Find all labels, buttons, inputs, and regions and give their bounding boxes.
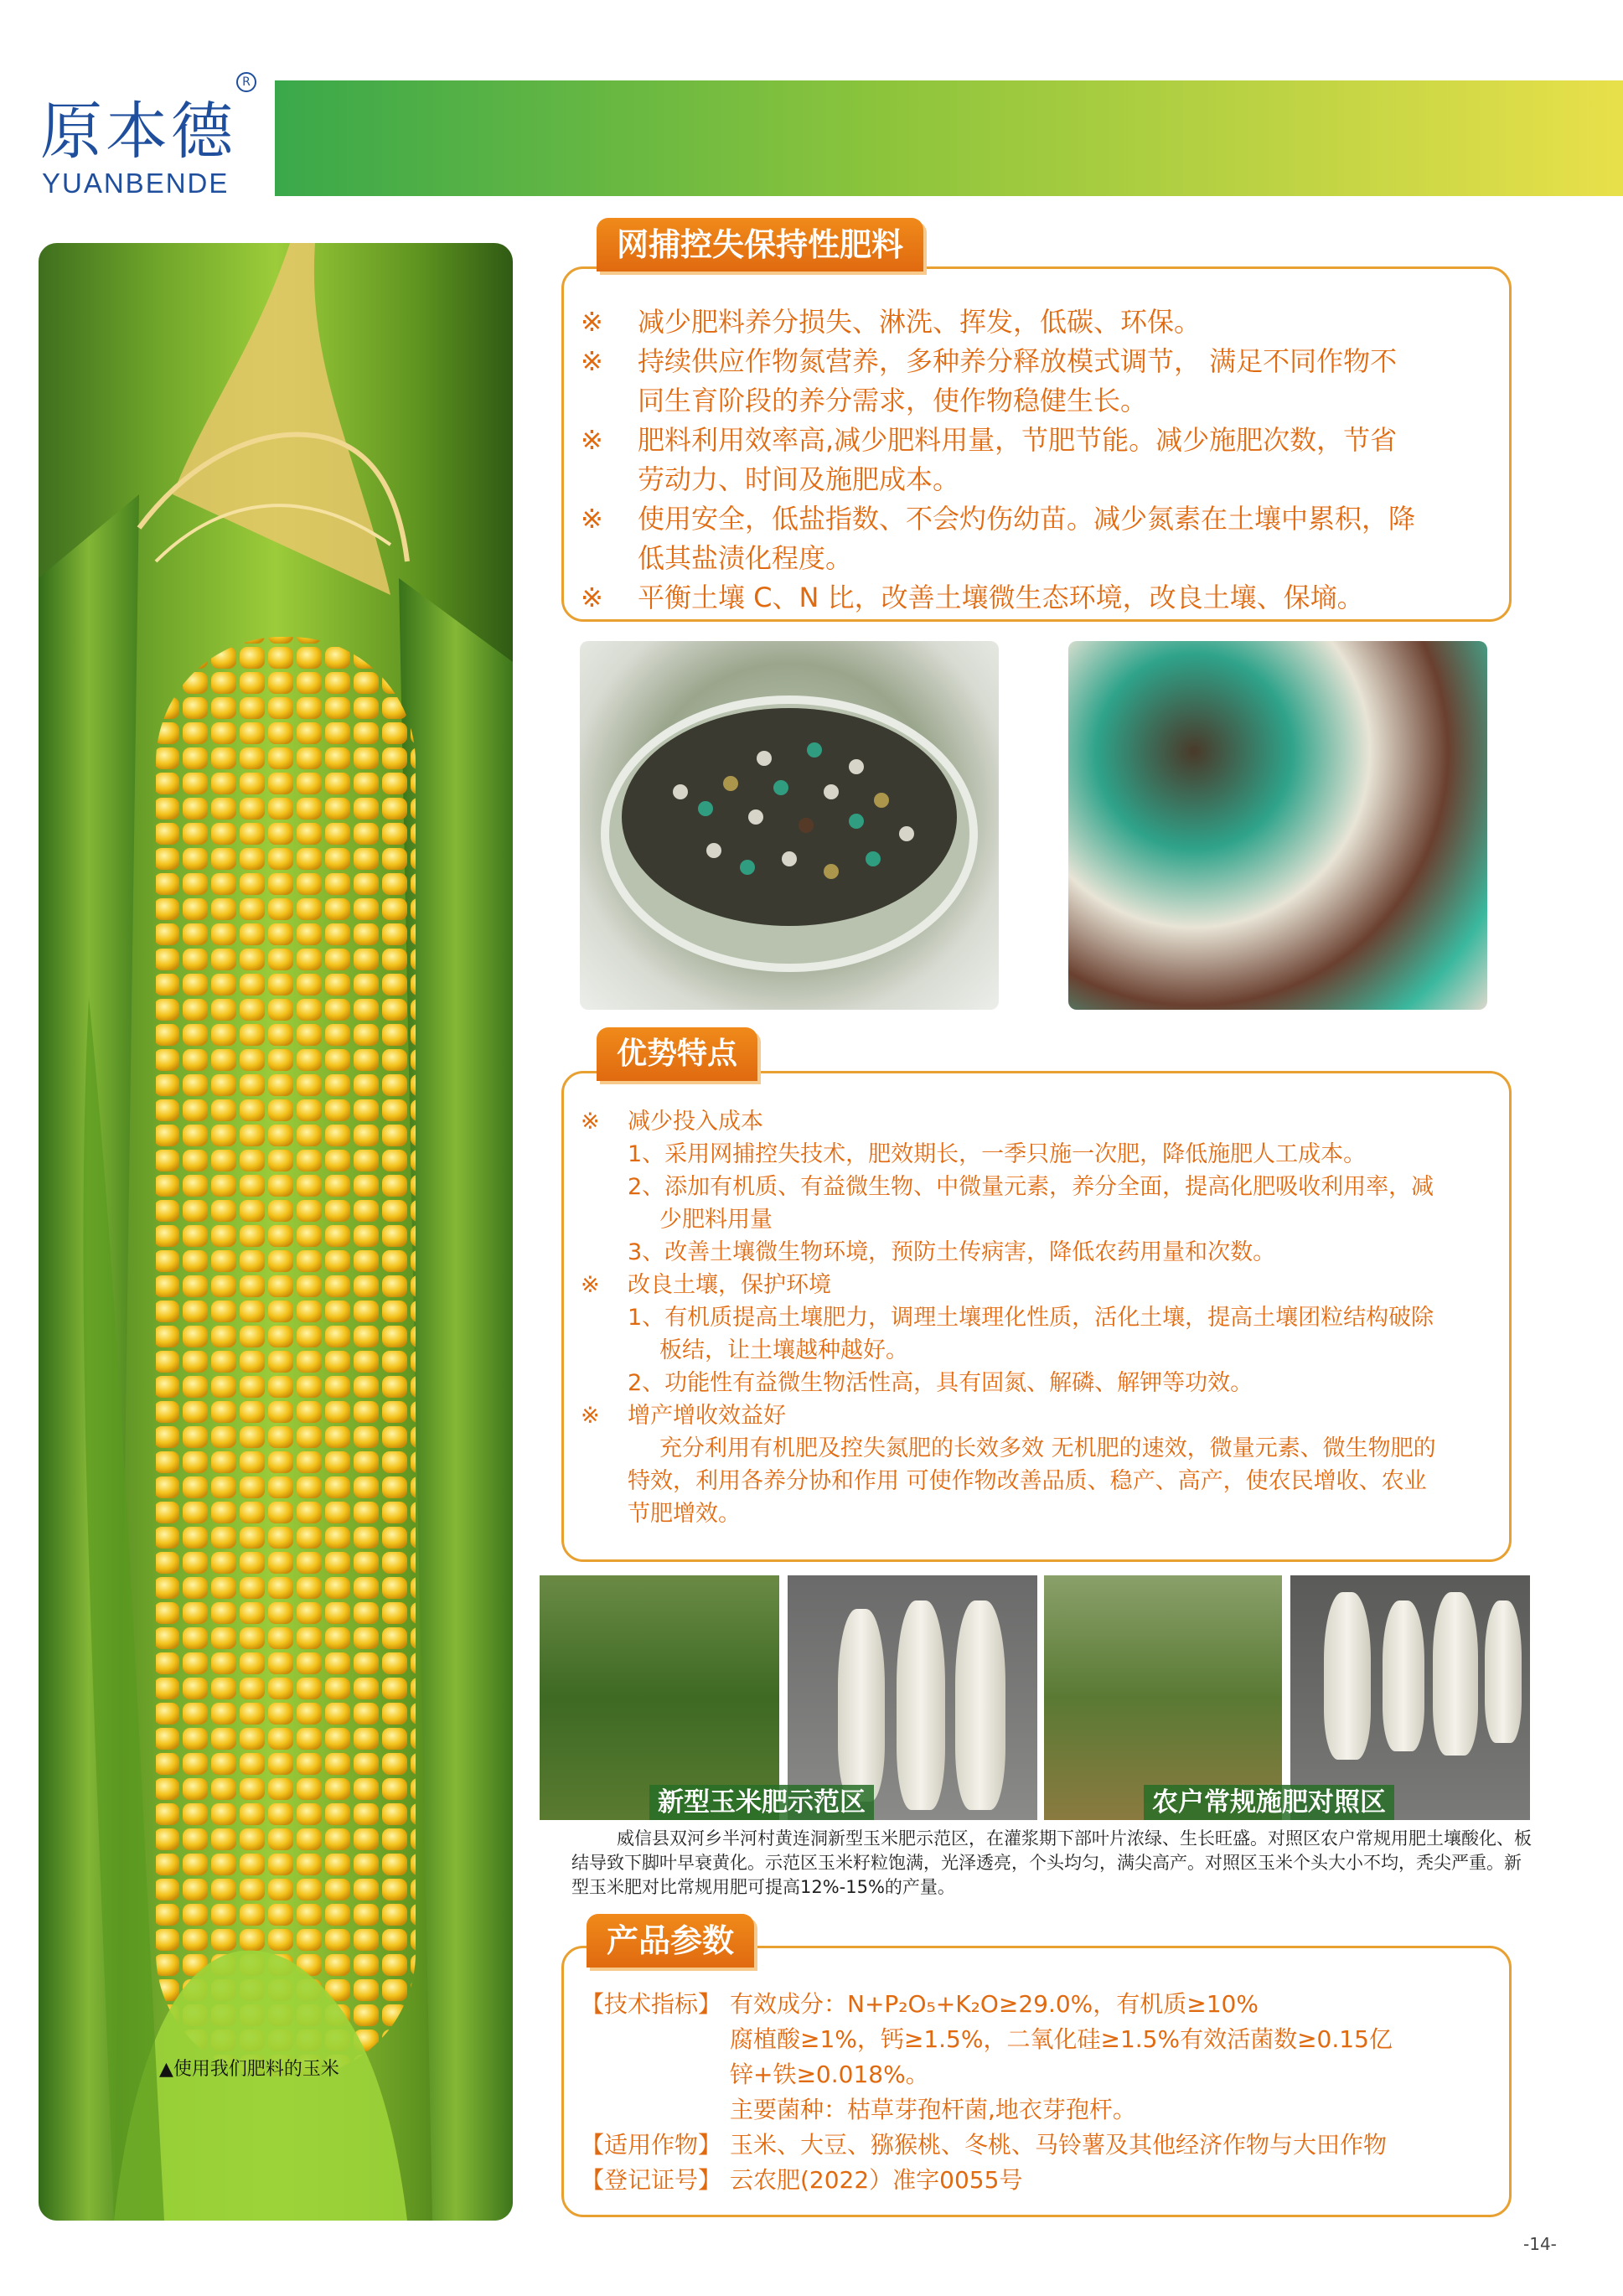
advantage-line: 充分利用有机肥及控失氮肥的长效多效 无机肥的速效，微量元素、微生物肥的 <box>659 1435 1436 1461</box>
bullet-mark: ※ <box>581 582 603 613</box>
group-heading-text: 减少投入成本 <box>628 1109 763 1135</box>
param-row <box>581 2022 1502 2057</box>
param-tag <box>581 2022 730 2057</box>
param-text: 云农肥(2022）准字0055号 <box>730 2166 1023 2194</box>
bullet-mark: ※ <box>581 306 603 338</box>
param-row <box>581 2128 1502 2163</box>
param-tag <box>581 2057 730 2092</box>
fertilizer-dish-illustration <box>580 641 999 1010</box>
corn-illustration <box>39 243 513 2221</box>
param-tag: 【技术指标】 <box>581 1990 722 2018</box>
corn-cob <box>1324 1592 1371 1760</box>
param-tag: 【适用作物】 <box>581 2131 722 2159</box>
control-area-label: 农户常规施肥对照区 <box>1144 1785 1394 1820</box>
feature-text: 肥料利用效率高,减少肥料用量，节肥节能。减少施肥次数，节省 <box>638 424 1398 456</box>
bullet-mark: ※ <box>581 424 603 456</box>
param-row <box>581 2057 1502 2092</box>
corn-photo <box>39 243 513 2221</box>
param-tag: 【登记证号】 <box>581 2166 722 2194</box>
feature-text: 持续供应作物氮营养，多种养分释放模式调节， 满足不同作物不 <box>638 345 1398 377</box>
param-row <box>581 2163 1502 2198</box>
section1-title: 网捕控失保持性肥料 <box>597 218 923 271</box>
advantage-line: 1、有机质提高土壤肥力，调理土壤理化性质，活化土壤，提高土壤团粒结构破除 <box>628 1305 1434 1331</box>
feature-text: 平衡土壤 C、N 比，改善土壤微生态环境，改良土壤、保墒。 <box>638 582 1364 613</box>
control-field-photo <box>1044 1575 1282 1820</box>
feature-item <box>581 342 1486 381</box>
corn-cob <box>897 1600 945 1810</box>
param-text: 有效成分：N+P₂O₅+K₂O≥29.0%，有机质≥10% <box>730 1990 1259 2018</box>
param-text: 锌+铁≥0.018%。 <box>730 2061 929 2088</box>
group-heading-text: 增产增收效益好 <box>628 1403 786 1429</box>
brand-logo-cn: 原本德 <box>40 96 236 168</box>
registered-mark-icon: R <box>236 72 256 92</box>
advantage-line: 节肥增效。 <box>628 1501 741 1527</box>
section-product-params <box>561 1946 1512 2217</box>
corn-photo-caption: ▲使用我们肥料的玉米 <box>159 2059 339 2080</box>
advantage-line: 特效，利用各养分协和作用 可使作物改善品质、稳产、高产，使农民增收、农业 <box>628 1468 1427 1494</box>
bullet-mark: ※ <box>581 345 603 377</box>
feature-text: 劳动力、时间及施肥成本。 <box>638 463 960 495</box>
section2-title: 优势特点 <box>597 1027 757 1081</box>
bullet-mark: ※ <box>581 503 603 535</box>
corn-cob <box>1485 1600 1522 1743</box>
advantage-group-heading <box>581 1269 1494 1301</box>
corn-cob <box>955 1600 1005 1810</box>
feature-text: 低其盐渍化程度。 <box>638 542 853 574</box>
page-number: -14- <box>1523 2234 1557 2254</box>
fertilizer-dish-photo <box>580 641 999 1010</box>
advantage-line: 2、添加有机质、有益微生物、中微量元素，养分全面，提高化肥吸收利用率，减 <box>628 1174 1434 1200</box>
comparison-description: 威信县双河乡半河村黄连洞新型玉米肥示范区，在灌浆期下部叶片浓绿、生长旺盛。对照区农户常规用肥土壤酸化、板结导致下脚叶早衰黄化。示范区玉米籽粒饱满，光泽透亮，个头均匀，满尖高产。对照区玉米个头大小不均，秃尖严重。新型玉米肥对比常规用肥可提高12%-15%的产量。 <box>571 1828 1532 1897</box>
section3-title: 产品参数 <box>587 1914 754 1968</box>
feature-item <box>581 499 1486 539</box>
feature-item <box>581 303 1486 342</box>
feature-item <box>581 578 1486 618</box>
advantage-line: 1、采用网捕控失技术，肥效期长，一季只施一次肥，降低施肥人工成本。 <box>628 1141 1367 1167</box>
bullet-mark: ※ <box>581 1109 600 1135</box>
param-row <box>581 2092 1502 2128</box>
brand-logo-en: YUANBENDE <box>42 168 230 199</box>
corn-cob <box>1433 1592 1478 1756</box>
feature-text: 使用安全，低盐指数、不会灼伤幼苗。减少氮素在土壤中累积，降 <box>638 503 1416 535</box>
bullet-mark: ※ <box>581 1403 600 1429</box>
fertilizer-granules-photo <box>1068 641 1487 1010</box>
demo-field-photo <box>540 1575 779 1820</box>
param-text: 玉米、大豆、猕猴桃、冬桃、马铃薯及其他经济作物与大田作物 <box>730 2131 1388 2159</box>
bullet-mark: ※ <box>581 1272 600 1298</box>
control-corn-cobs-photo <box>1290 1575 1530 1820</box>
param-text: 腐植酸≥1%，钙≥1.5%，二氧化硅≥1.5%有效活菌数≥0.15亿 <box>730 2025 1393 2053</box>
advantage-line: 少肥料用量 <box>659 1207 773 1233</box>
param-tag <box>581 2092 730 2128</box>
advantage-line: 板结，让土壤越种越好。 <box>659 1337 908 1363</box>
advantage-group-heading <box>581 1105 1494 1138</box>
section-controlled-release <box>561 266 1512 622</box>
feature-text: 同生育阶段的养分需求，使作物稳健生长。 <box>638 385 1148 416</box>
feature-item <box>581 421 1486 460</box>
advantage-group-heading <box>581 1399 1494 1432</box>
param-text: 主要菌种：枯草芽孢杆菌,地衣芽孢杆。 <box>730 2096 1136 2123</box>
advantage-line: 2、功能性有益微生物活性高，具有固氮、解磷、解钾等功效。 <box>628 1370 1253 1396</box>
corn-cob <box>838 1609 885 1802</box>
feature-text: 减少肥料养分损失、淋洗、挥发，低碳、环保。 <box>638 306 1202 338</box>
header-gradient-bar <box>275 80 1623 196</box>
advantage-line: 3、改善土壤微生物环境，预防土传病害，降低农药用量和次数。 <box>628 1239 1276 1265</box>
corn-cob <box>1383 1600 1424 1751</box>
demo-area-label: 新型玉米肥示范区 <box>649 1785 874 1820</box>
section-advantages <box>561 1071 1512 1562</box>
demo-corn-cobs-photo <box>788 1575 1037 1820</box>
param-row <box>581 1987 1502 2022</box>
group-heading-text: 改良土壤，保护环境 <box>628 1272 831 1298</box>
